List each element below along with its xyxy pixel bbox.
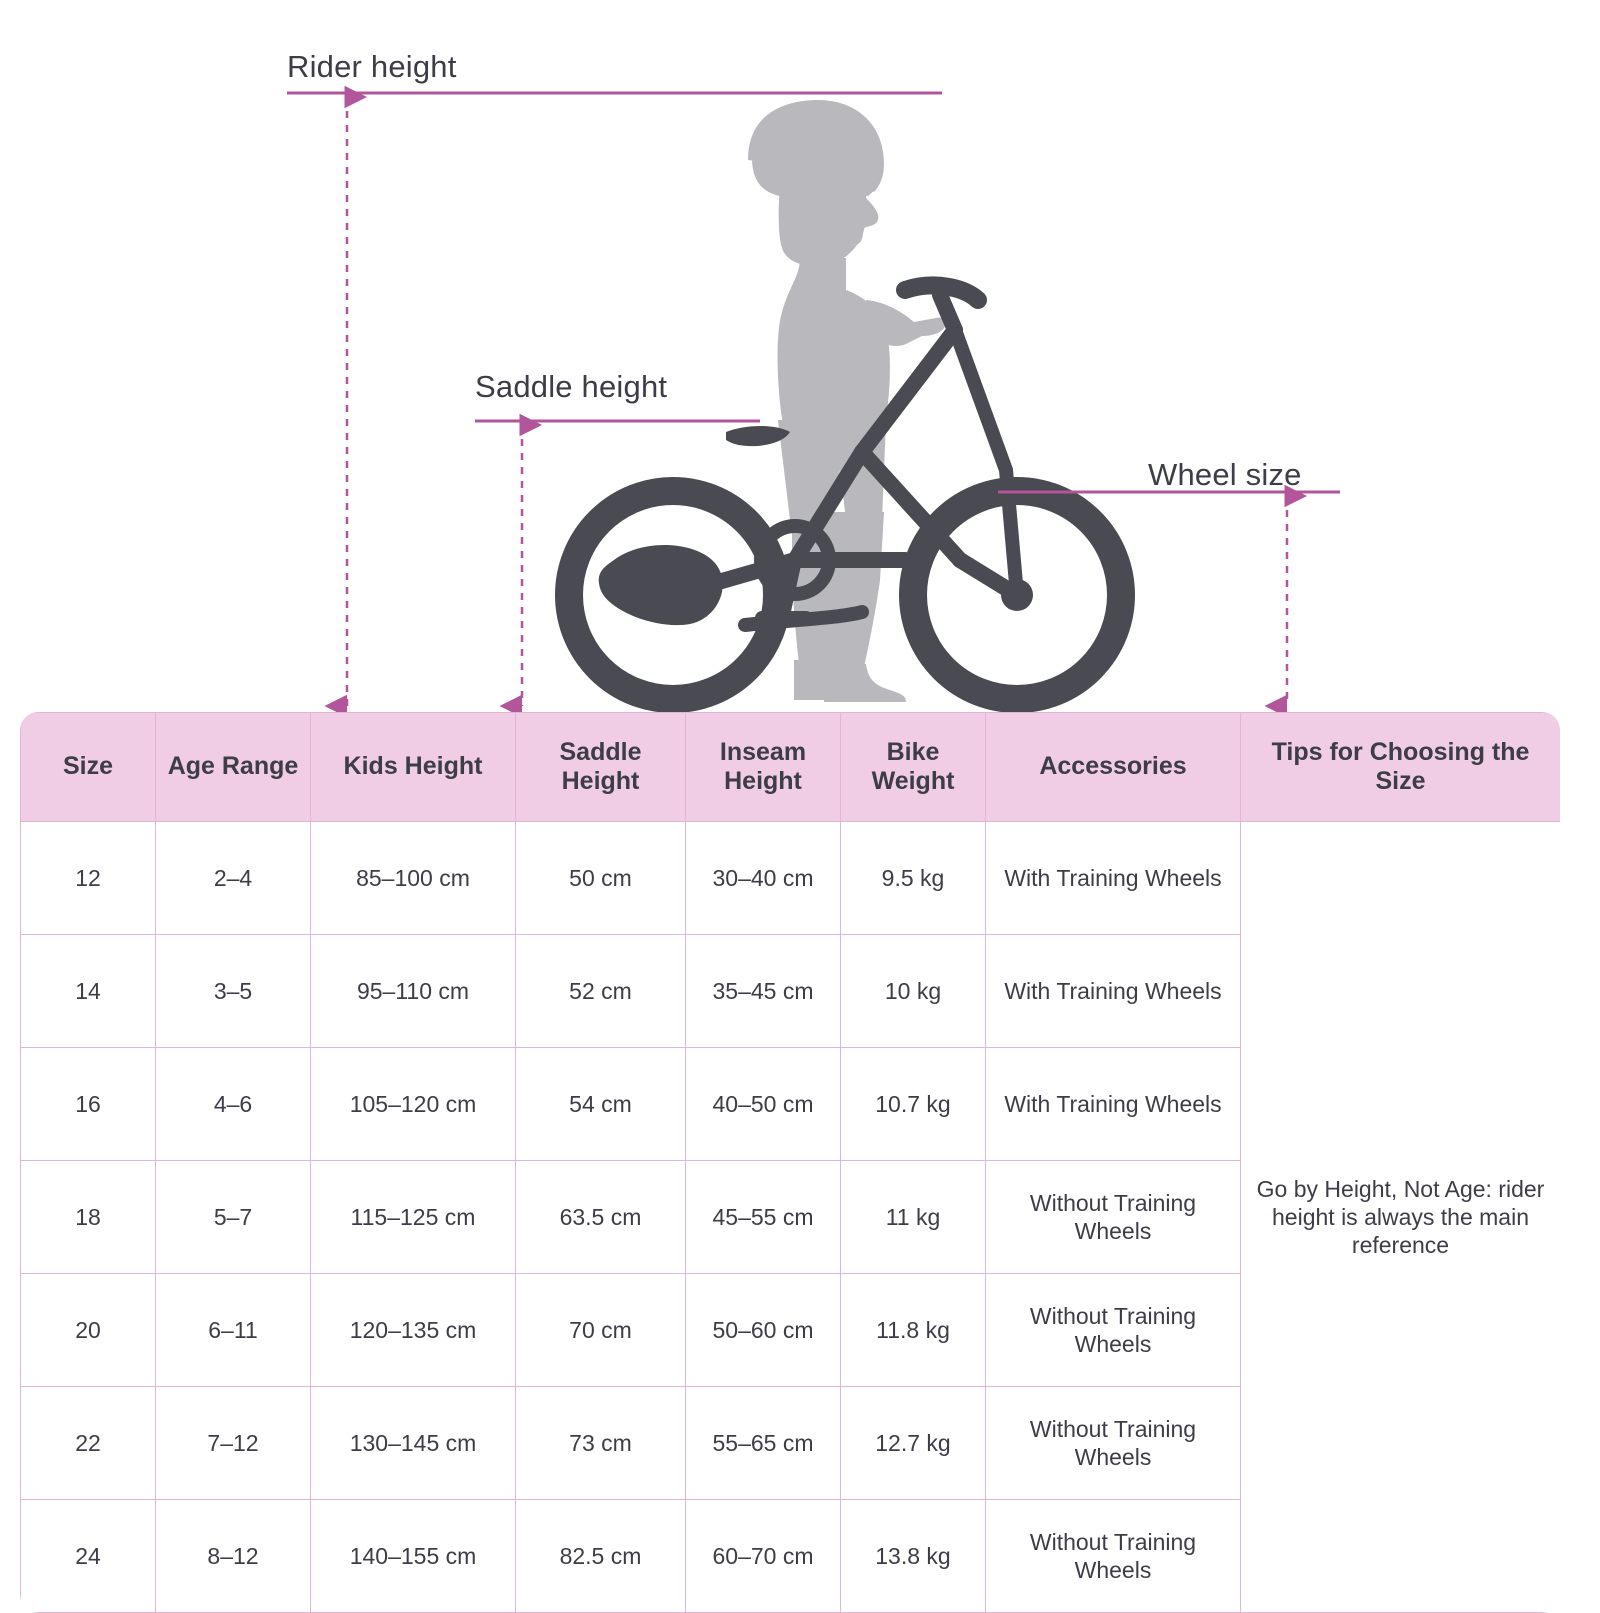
cell-inseam: 50–60 cm [686, 1274, 841, 1387]
cell-kids-height: 120–135 cm [311, 1274, 516, 1387]
cell-saddle-height: 54 cm [516, 1048, 686, 1161]
cell-kids-height: 130–145 cm [311, 1387, 516, 1500]
rider-height-label: Rider height [287, 49, 457, 84]
cell-weight: 10 kg [841, 935, 986, 1048]
diagram-illustration [0, 0, 1600, 715]
column-header-accessories: Accessories [986, 713, 1241, 822]
cell-weight: 12.7 kg [841, 1387, 986, 1500]
wheel-size-label: Wheel size [1148, 457, 1302, 492]
column-header-size: Size [21, 713, 156, 822]
cell-age: 2–4 [156, 822, 311, 935]
cell-kids-height: 95–110 cm [311, 935, 516, 1048]
cell-inseam: 35–45 cm [686, 935, 841, 1048]
cell-kids-height: 140–155 cm [311, 1500, 516, 1613]
table-row [21, 822, 1561, 935]
cell-weight: 9.5 kg [841, 822, 986, 935]
cell-inseam: 40–50 cm [686, 1048, 841, 1161]
saddle-height-label: Saddle height [475, 369, 668, 404]
cell-saddle-height: 82.5 cm [516, 1500, 686, 1613]
bike-sizing-diagram [0, 0, 1600, 715]
cell-size: 14 [21, 935, 156, 1048]
cell-kids-height: 105–120 cm [311, 1048, 516, 1161]
size-chart-container [20, 712, 1560, 1613]
cell-weight: 10.7 kg [841, 1048, 986, 1161]
column-header-kids-height: Kids Height [311, 713, 516, 822]
cell-size: 12 [21, 822, 156, 935]
cell-weight: 11 kg [841, 1161, 986, 1274]
cell-inseam: 30–40 cm [686, 822, 841, 935]
cell-saddle-height: 50 cm [516, 822, 686, 935]
cell-kids-height: 115–125 cm [311, 1161, 516, 1274]
cell-accessories: Without Training Wheels [986, 1387, 1241, 1500]
cell-size: 16 [21, 1048, 156, 1161]
cell-size: 18 [21, 1161, 156, 1274]
column-header-tips: Tips for Choosing the Size [1241, 713, 1561, 822]
cell-saddle-height: 52 cm [516, 935, 686, 1048]
cell-accessories: With Training Wheels [986, 1048, 1241, 1161]
cell-accessories: With Training Wheels [986, 935, 1241, 1048]
cell-age: 5–7 [156, 1161, 311, 1274]
cell-age: 8–12 [156, 1500, 311, 1613]
cell-weight: 13.8 kg [841, 1500, 986, 1613]
cell-accessories: With Training Wheels [986, 822, 1241, 935]
cell-kids-height: 85–100 cm [311, 822, 516, 935]
cell-size: 20 [21, 1274, 156, 1387]
cell-saddle-height: 70 cm [516, 1274, 686, 1387]
column-header-bike-weight: Bike Weight [841, 713, 986, 822]
table-header-row [21, 713, 1561, 822]
cell-accessories: Without Training Wheels [986, 1161, 1241, 1274]
cell-inseam: 45–55 cm [686, 1161, 841, 1274]
cell-age: 4–6 [156, 1048, 311, 1161]
cell-saddle-height: 73 cm [516, 1387, 686, 1500]
cell-size: 24 [21, 1500, 156, 1613]
cell-weight: 11.8 kg [841, 1274, 986, 1387]
cell-tips: Go by Height, Not Age: rider height is always the main reference [1241, 822, 1561, 1613]
cell-accessories: Without Training Wheels [986, 1500, 1241, 1613]
column-header-age-range: Age Range [156, 713, 311, 822]
cell-size: 22 [21, 1387, 156, 1500]
column-header-inseam-height: Inseam Height [686, 713, 841, 822]
column-header-saddle-height: Saddle Height [516, 713, 686, 822]
cell-inseam: 60–70 cm [686, 1500, 841, 1613]
cell-saddle-height: 63.5 cm [516, 1161, 686, 1274]
size-chart-table [20, 712, 1560, 1613]
cell-age: 3–5 [156, 935, 311, 1048]
cell-age: 6–11 [156, 1274, 311, 1387]
cell-inseam: 55–65 cm [686, 1387, 841, 1500]
cell-age: 7–12 [156, 1387, 311, 1500]
cell-accessories: Without Training Wheels [986, 1274, 1241, 1387]
